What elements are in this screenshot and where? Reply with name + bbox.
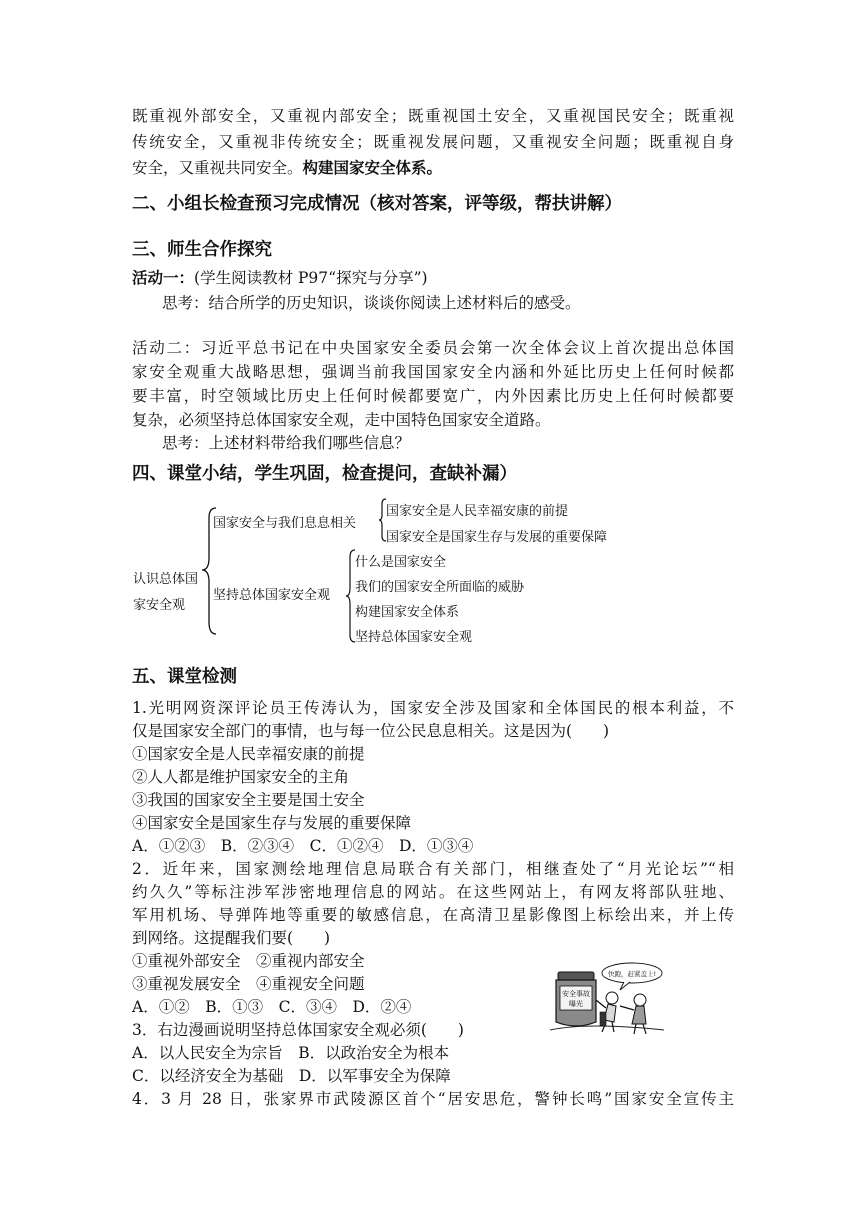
activity-two-line: 家安全观重大战略思想，强调当前我国国家安全内涵和外延比历史上任何时候都 [132, 363, 734, 381]
question-line: 仅是国家安全部门的事情，也与每一位公民息息相关。这是因为( ) [132, 722, 610, 740]
activity-two-line: 活动二：习近平总书记在中央国家安全委员会第一次全体会议上首次提出总体国 [132, 339, 734, 357]
question-option: ②人人都是维护国家安全的主角 [132, 768, 350, 786]
question-line: 3．右边漫画说明坚持总体国家安全观必须( ) [132, 1021, 464, 1039]
section-heading: 三、师生合作探究 [132, 240, 272, 260]
cartoon-speech: 快跑，赶紧盖上! [607, 970, 657, 978]
section-heading: 二、小组长检查预习完成情况（核对答案，评等级，帮扶讲解） [132, 194, 622, 214]
activity-two-line: 复杂，必须坚持总体国家安全观，走中国特色国家安全道路。 [132, 411, 551, 429]
activity-label: 活动一： [132, 269, 195, 287]
summary-root-label: 认识总体国 [133, 572, 199, 587]
summary-branch: 国家安全与我们息息相关 [213, 516, 357, 531]
question-line: 4．3 月 28 日，张家界市武陵源区首个“居安思危，警钟长鸣”国家安全宣传主 [132, 1090, 734, 1108]
question-line: 约久久”等标注涉军涉密地理信息的网站。在这些网站上，有网友将部队驻地、 [132, 883, 734, 901]
answer-choices: A．①②③ B．②③④ C．①②④ D．①③④ [132, 837, 474, 855]
intro-bold-text: 构建国家安全体系。 [302, 159, 443, 177]
section-heading: 五、课堂检测 [132, 667, 237, 687]
intro-line [132, 156, 442, 180]
question-line: 1.光明网资深评论员王传涛认为，国家安全涉及国家和全体国民的根本利益，不 [132, 699, 734, 717]
question-line: 军用机场、导弹阵地等重要的敏感信息，在高清卫星影像图上标绘出来，并上传 [132, 906, 734, 924]
cartoon-box-label: 曝光 [569, 1000, 583, 1008]
cartoon-box-label: 安全事故 [562, 990, 590, 998]
answer-choices: A．①② B．①③ C．③④ D．②④ [132, 998, 412, 1016]
activity-one [132, 266, 428, 290]
summary-branch: 坚持总体国家安全观 [213, 588, 331, 603]
question-line: 2．近年来，国家测绘地理信息局联合有关部门，相继查处了“月光论坛”“相 [132, 860, 734, 878]
activity-two-line: 要丰富，时空领域比历史上任何时候都要宽广，内外因素比历史上任何时候都要 [132, 387, 734, 405]
answer-choices: A．以人民安全为宗旨 B．以政治安全为根本 [132, 1044, 450, 1062]
cartoon-image [548, 960, 666, 1044]
answer-choices: C．以经济安全为基础 D．以军事安全为保障 [132, 1067, 451, 1085]
question-option: ④国家安全是国家生存与发展的重要保障 [132, 814, 412, 832]
question-option: ①重视外部安全 ②重视内部安全 [132, 952, 365, 970]
think-prompt: 思考：上述材料带给我们哪些信息？ [162, 434, 411, 452]
intro-text: 安全，又重视共同安全。 [132, 159, 303, 177]
question-option: ③重视发展安全 ④重视安全问题 [132, 975, 365, 993]
summary-leaf: 国家安全是国家生存与发展的重要保障 [386, 530, 608, 545]
activity-text: (学生阅读教材 P97“探究与分享”) [194, 269, 428, 287]
question-option: ①国家安全是人民幸福安康的前提 [132, 745, 365, 763]
summary-leaf: 构建国家安全体系 [355, 605, 460, 620]
summary-root-label: 家安全观 [133, 598, 186, 613]
summary-leaf: 我们的国家安全所面临的威胁 [355, 580, 525, 595]
summary-leaf: 国家安全是人民幸福安康的前提 [386, 504, 569, 519]
question-line: 到网络。这提醒我们要( ) [132, 929, 331, 947]
think-prompt: 思考：结合所学的历史知识，谈谈你阅读上述材料后的感受。 [162, 294, 581, 312]
intro-line: 既重视外部安全，又重视内部安全；既重视国土安全，又重视国民安全；既重视 [132, 107, 734, 125]
intro-line: 传统安全，又重视非传统安全；既重视发展问题，又重视安全问题；既重视自身 [132, 133, 734, 151]
section-heading: 四、课堂小结，学生巩固，检查提问，查缺补漏） [132, 464, 517, 484]
summary-leaf: 坚持总体国家安全观 [355, 630, 473, 645]
question-option: ③我国的国家安全主要是国土安全 [132, 791, 365, 809]
summary-leaf: 什么是国家安全 [355, 555, 447, 570]
